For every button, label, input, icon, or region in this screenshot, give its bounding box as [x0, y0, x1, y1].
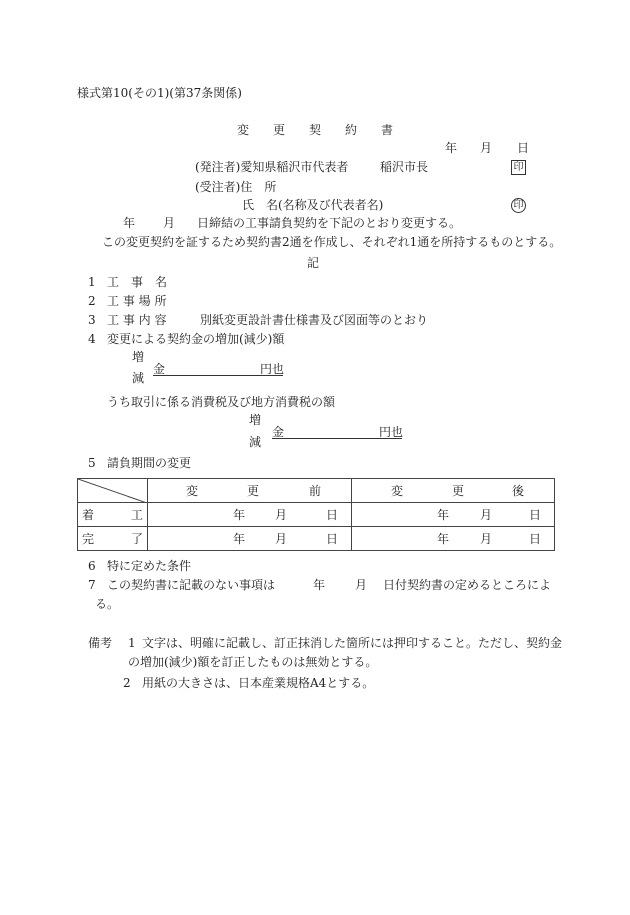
- item-number: 1: [88, 275, 96, 289]
- date-day: 日: [517, 141, 530, 155]
- header-char: 後: [512, 484, 525, 498]
- item-label: 工 事 場 所: [107, 294, 167, 308]
- item7-year: 年: [313, 578, 326, 592]
- item-label: 変更による契約金の増加(減少)額: [107, 332, 285, 346]
- item-number: 3: [88, 313, 96, 327]
- date-after: [352, 503, 555, 527]
- decrease-label: 減: [132, 371, 145, 385]
- period-table: [77, 478, 555, 551]
- date-month: 月: [480, 141, 493, 155]
- remark-text: 文字は、明確に記載し、訂正抹消した箇所には押印すること。ただし、契約金: [142, 636, 563, 650]
- row-label-char: 了: [131, 532, 144, 546]
- form-label: 様式第10(その1)(第37条関係): [77, 86, 242, 100]
- item-number: 2: [88, 294, 96, 308]
- tax-amount-underline: [272, 438, 402, 439]
- item7-text2: 日付契約書の定めるところによ: [383, 578, 552, 592]
- day: 日: [326, 508, 339, 522]
- remark-number: 2: [123, 676, 131, 690]
- diagonal-cell: [78, 479, 148, 503]
- table-header-row: [78, 479, 555, 503]
- intro-text: 日締結の工事請負契約を下記のとおり変更する。: [197, 216, 462, 230]
- header-char: 変: [391, 484, 404, 498]
- orderer-label: (発注者)愛知県稲沢市代表者: [195, 160, 349, 174]
- header-char: 前: [309, 484, 322, 498]
- month: 月: [275, 508, 288, 522]
- day: 日: [529, 508, 542, 522]
- row-label-char: 完: [82, 532, 95, 546]
- title-char: 書: [381, 123, 394, 137]
- item-number: 5: [88, 456, 96, 470]
- date-before: [148, 527, 352, 551]
- amount-prefix: 金: [272, 425, 285, 439]
- amount-suffix: 円也: [260, 362, 285, 376]
- increase-label: 増: [132, 350, 145, 364]
- item-number: 6: [88, 559, 96, 573]
- item-number: 7: [88, 578, 96, 592]
- title-char: 更: [273, 123, 286, 137]
- decrease-label: 減: [249, 435, 262, 449]
- table-row: [78, 503, 555, 527]
- date-before: [148, 503, 352, 527]
- remark-text: 用紙の大きさは、日本産業規格A4とする。: [142, 676, 375, 690]
- date-year: 年: [445, 141, 458, 155]
- title-char: 契: [309, 123, 322, 137]
- title-char: 変: [237, 123, 250, 137]
- month: 月: [480, 508, 493, 522]
- amount-prefix: 金: [153, 362, 166, 376]
- intro-year: 年: [123, 216, 136, 230]
- item-label: 特に定めた条件: [107, 559, 192, 573]
- intro-month: 月: [163, 216, 176, 230]
- seal-square-icon: 印: [511, 160, 526, 175]
- header-char: 更: [452, 484, 465, 498]
- diagonal-line: [78, 479, 147, 503]
- day: 日: [326, 532, 339, 546]
- year: 年: [437, 508, 450, 522]
- header-char: 変: [186, 484, 199, 498]
- seal-circle-icon: 印: [511, 198, 526, 213]
- increase-label: 増: [249, 413, 262, 427]
- remarks-label: 備考: [88, 636, 113, 650]
- year: 年: [437, 532, 450, 546]
- row-label-char: 工: [131, 508, 144, 522]
- contractor-address-label: (受注者)住 所: [195, 180, 277, 194]
- year: 年: [233, 532, 246, 546]
- amount-suffix: 円也: [379, 425, 404, 439]
- remark-text-cont: の増加(減少)額を訂正したものは無効とする。: [128, 655, 378, 669]
- year: 年: [233, 508, 246, 522]
- header-char: 更: [247, 484, 260, 498]
- item-number: 4: [88, 332, 96, 346]
- amount-underline: [153, 375, 283, 376]
- item7-month: 月: [355, 578, 368, 592]
- row-label-char: 着: [82, 508, 95, 522]
- date-after: [352, 527, 555, 551]
- intro-line2: この変更契約を証するため契約書2通を作成し、それぞれ1通を所持するものとする。: [102, 235, 562, 249]
- row-label: [78, 527, 148, 551]
- title-char: 約: [345, 123, 358, 137]
- row-label: [78, 503, 148, 527]
- month: 月: [275, 532, 288, 546]
- month: 月: [480, 532, 493, 546]
- table-row: [78, 527, 555, 551]
- item-label: 工 事 名: [107, 275, 168, 289]
- header-before: [148, 479, 352, 503]
- contractor-name-label: 氏 名(名称及び代表者名): [242, 198, 384, 212]
- item-label: 請負期間の変更: [107, 456, 192, 470]
- orderer-name: 稲沢市長: [380, 160, 429, 174]
- remark-number: 1: [128, 636, 136, 650]
- item7-text3: る。: [95, 597, 120, 611]
- ki-heading: 記: [307, 256, 320, 270]
- tax-label: うち取引に係る消費税及び地方消費税の額: [107, 395, 336, 409]
- item-value: 別紙変更設計書仕様書及び図面等のとおり: [200, 313, 429, 327]
- item7-text1: この契約書に記載のない事項は: [107, 578, 276, 592]
- day: 日: [529, 532, 542, 546]
- item-label: 工 事 内 容: [107, 313, 167, 327]
- header-after: [352, 479, 555, 503]
